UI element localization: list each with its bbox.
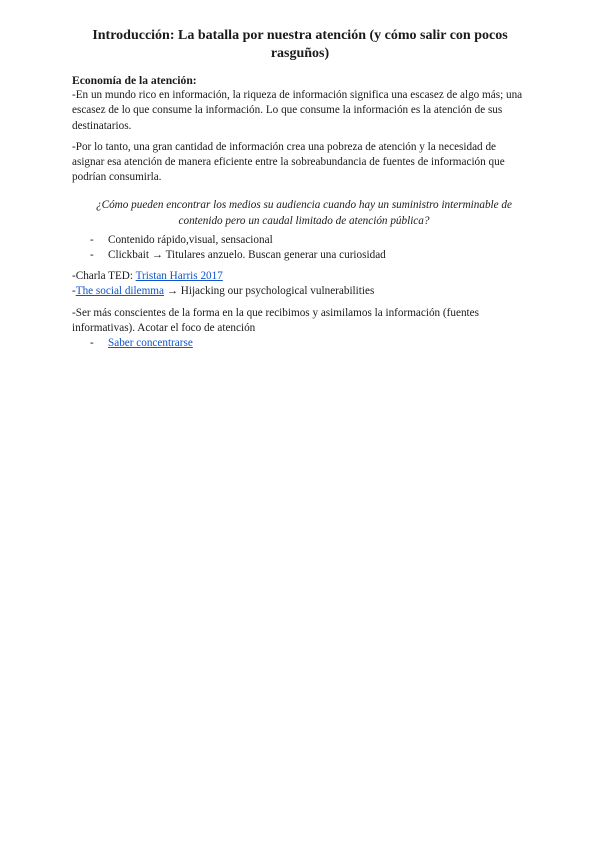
saber-concentrarse-link[interactable]: Saber concentrarse: [108, 337, 193, 350]
social-dilemma-line: [72, 284, 528, 299]
list-item: [72, 233, 528, 248]
document-body: [72, 73, 528, 351]
key-question: ¿Cómo pueden encontrar los medios su audiencia cuando hay un suministro interminable de contenido pero un caudal limitado de atención pública?: [96, 199, 512, 227]
dilemma-prefix: -: [72, 285, 76, 298]
list-item-text: Contenido rápido,visual, sensacional: [108, 233, 273, 246]
document-title: Introducción: La batalla por nuestra atención (y cómo salir con pocos rasguños): [92, 28, 508, 61]
list-item: [72, 248, 528, 263]
ted-talk-link[interactable]: Tristan Harris 2017: [135, 270, 223, 283]
list-dash: -: [90, 249, 94, 262]
ted-talk-line: [72, 269, 528, 284]
social-dilemma-link[interactable]: The social dilemma: [75, 285, 164, 298]
list-dash: -: [90, 337, 94, 350]
list-dash: -: [90, 233, 94, 246]
section-heading: Economía de la atención:: [72, 74, 197, 87]
list-item-text: Clickbait → Titulares anzuelo. Buscan generar una curiosidad: [108, 249, 386, 262]
focus-list: [72, 336, 528, 351]
list-item: [72, 336, 528, 351]
paragraph-2: -Por lo tanto, una gran cantidad de información crea una pobreza de atención y la necesidad de asignar esa atención de manera eficiente entre la sobreabundancia de fuentes de información que podrían consumirla.: [72, 140, 505, 184]
dilemma-suffix: → Hijacking our psychological vulnerabilities: [163, 285, 375, 298]
ted-prefix: -Charla TED:: [72, 270, 136, 283]
paragraph-1: -En un mundo rico en información, la riqueza de información significa una escasez de algo más; una escasez de lo que consume la información. Lo que consume la información es la atención de sus destinatarios.: [72, 89, 523, 132]
content-traits-list: [72, 233, 528, 263]
paragraph-3: -Ser más conscientes de la forma en la que recibimos y asimilamos la información (fuentes informativas). Acotar el foco de atención: [72, 306, 479, 334]
